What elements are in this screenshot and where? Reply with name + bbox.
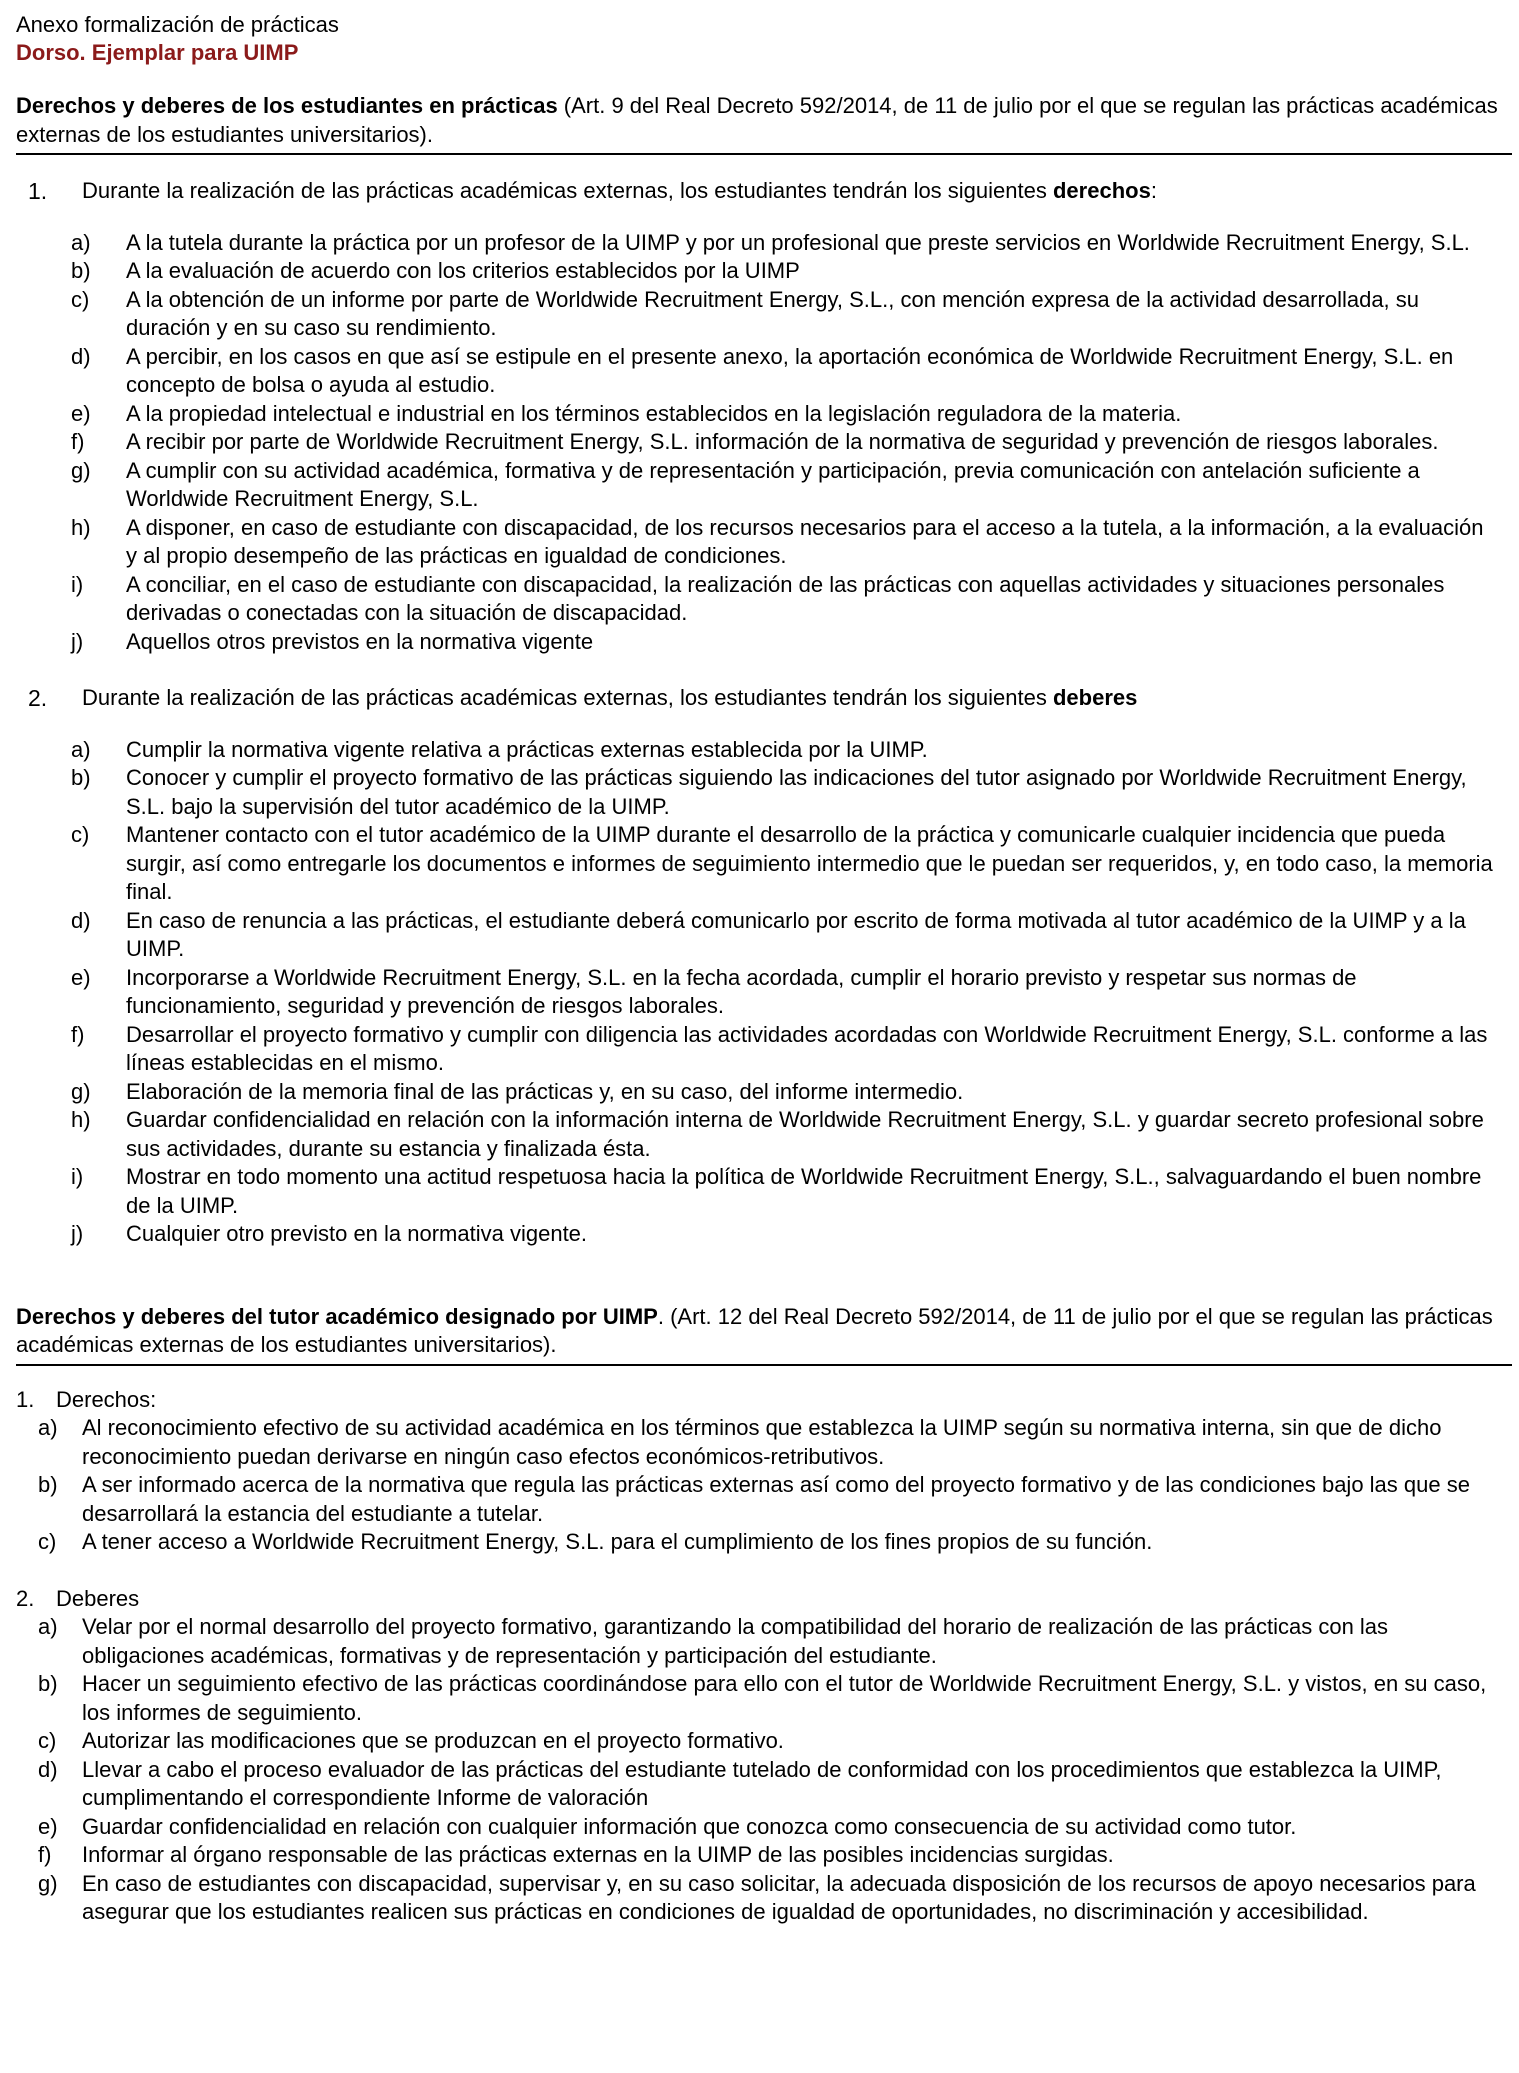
list-item-letter: f) — [38, 1842, 52, 1867]
list-item-letter: d) — [38, 1756, 58, 1782]
list-item-letter: d) — [71, 907, 91, 933]
list-item-letter: c) — [38, 1529, 57, 1554]
list-item — [16, 764, 1506, 821]
list-item-text: Guardar confidencialidad en relación con cualquier información que conozca como consecuencia de su actividad como tutor. — [82, 1813, 1297, 1839]
student-rights-intro-end: : — [1150, 178, 1157, 203]
list-item-text: A tener acceso a Worldwide Recruitment Energy, S.L. para el cumplimiento de los fines propios de su función. — [82, 1529, 1153, 1554]
list-item-text: A percibir, en los casos en que así se estipule en el presente anexo, la aportación económica de Worldwide Recruitment Energy, S.L. en concepto de bolsa o ayuda al estudio. — [126, 343, 1454, 397]
list-item-text: Elaboración de la memoria final de las prácticas y, en su caso, del informe intermedio. — [126, 1078, 964, 1104]
list-item-text: Mostrar en todo momento una actitud respetuosa hacia la política de Worldwide Recruitment Energy, S.L., salvaguardando el buen nombre de la UIMP. — [126, 1164, 1482, 1218]
list-item-letter: g) — [38, 1870, 58, 1896]
student-duties-list — [16, 736, 1506, 1249]
student-duties-intro — [16, 684, 1506, 713]
list-item — [16, 457, 1506, 514]
list-item — [16, 1670, 1506, 1727]
list-item — [16, 1106, 1506, 1163]
list-item-letter: f) — [71, 429, 85, 454]
student-duties-intro-text: Durante la realización de las prácticas académicas externas, los estudiantes tendrán los siguientes — [82, 685, 1053, 710]
list-item — [16, 1528, 1506, 1557]
list-item-text: A recibir por parte de Worldwide Recruitment Energy, S.L. información de la normativa de seguridad y prevención de riesgos laborales. — [126, 429, 1439, 454]
list-item — [16, 1613, 1506, 1670]
list-item-letter: b) — [71, 765, 91, 790]
tutor-duties-number: 2. — [16, 1585, 35, 1611]
list-item-letter: j) — [71, 1221, 84, 1246]
document-page — [16, 11, 1506, 1927]
section-divider — [16, 153, 1512, 155]
list-item-letter: b) — [38, 1671, 58, 1696]
list-item-text: A ser informado acerca de la normativa que regula las prácticas externas así como del proyecto formativo y de las condiciones bajo las que se desarrollará la estancia del estudiante a tutelar. — [82, 1472, 1470, 1526]
list-item-text: A conciliar, en el caso de estudiante con discapacidad, la realización de las prácticas con aquellas actividades y situaciones personales derivadas o conectadas con la situación de discapacidad. — [126, 571, 1445, 625]
list-item-text: A la propiedad intelectual e industrial en los términos establecidos en la legislación reguladora de la materia. — [126, 400, 1182, 426]
student-heading-bold: Derechos y deberes de los estudiantes en prácticas — [16, 93, 558, 118]
list-item-letter: b) — [38, 1472, 58, 1497]
list-item — [16, 821, 1506, 907]
list-item-letter: a) — [71, 229, 91, 255]
list-item-text: Cumplir la normativa vigente relativa a prácticas externas establecida por la UIMP. — [126, 736, 928, 762]
document-title: Anexo formalización de prácticas — [16, 12, 339, 37]
list-item — [16, 1163, 1506, 1220]
list-item-text: Informar al órgano responsable de las prácticas externas en la UIMP de las posibles incidencias surgidas. — [82, 1842, 1114, 1867]
list-item-letter: i) — [71, 1164, 84, 1189]
list-item — [16, 1870, 1506, 1927]
list-item-letter: e) — [71, 964, 91, 990]
tutor-rights-label-text: Derechos: — [56, 1386, 157, 1412]
tutor-duties-list — [16, 1613, 1506, 1927]
list-item-text: Llevar a cabo el proceso evaluador de las prácticas del estudiante tutelado de conformidad con los procedimientos que establezca la UIMP, cumplimentando el correspondiente Informe de valoración — [82, 1756, 1442, 1810]
list-item-letter: i) — [71, 571, 84, 597]
list-item-text: Al reconocimiento efectivo de su actividad académica en los términos que establezca la UIMP según su normativa interna, sin que de dicho reconocimiento puedan derivarse en ningún caso efectos económicos-retributivos. — [82, 1415, 1442, 1469]
list-item-letter: g) — [71, 457, 91, 483]
list-item-letter: e) — [71, 400, 91, 426]
list-item-letter: b) — [71, 258, 91, 283]
list-item-text: A disponer, en caso de estudiante con discapacidad, de los recursos necesarios para el acceso a la tutela, a la información, a la evaluación y al propio desempeño de las prácticas en igualdad de condiciones. — [126, 514, 1484, 568]
list-item-letter: c) — [38, 1728, 57, 1753]
list-item-text: En caso de estudiantes con discapacidad, supervisar y, en su caso solicitar, la adecuada disposición de los recursos de apoyo necesarios para asegurar que los estudiantes realicen sus prácticas en condiciones de igualdad de oportunidades, no discriminación y accesibilidad. — [82, 1870, 1476, 1924]
list-item — [16, 1471, 1506, 1528]
student-rights-intro-text: Durante la realización de las prácticas académicas externas, los estudiantes tendrán los siguientes — [82, 178, 1053, 203]
tutor-section-heading — [16, 1303, 1506, 1362]
tutor-rights-number: 1. — [16, 1386, 35, 1412]
list-item — [16, 1841, 1506, 1870]
list-item-text: Guardar confidencialidad en relación con la información interna de Worldwide Recruitment Energy, S.L. y guardar secreto profesional sobre sus actividades, durante su estancia y finalizada ésta. — [126, 1107, 1484, 1161]
tutor-heading-rest: . (Art. 12 del Real Decreto 592/2014, de 11 de julio por el que se regulan las prácticas académicas externas de los estudiantes universitarios). — [16, 1303, 1493, 1357]
list-item — [16, 229, 1506, 258]
list-item — [16, 628, 1506, 657]
list-item-text: A cumplir con su actividad académica, formativa y de representación y participación, previa comunicación con antelación suficiente a Worldwide Recruitment Energy, S.L. — [126, 457, 1420, 511]
list-item-text: Conocer y cumplir el proyecto formativo de las prácticas siguiendo las indicaciones del tutor asignado por Worldwide Recruitment Energy, S.L. bajo la supervisión del tutor académico de la UIMP. — [126, 765, 1467, 819]
list-item-text: Velar por el normal desarrollo del proyecto formativo, garantizando la compatibilidad del horario de realización de las prácticas con las obligaciones académicas, formativas y de representación y participación del estudiante. — [82, 1614, 1389, 1668]
tutor-rights-label — [16, 1386, 1506, 1415]
list-item — [16, 1813, 1506, 1842]
student-rights-list — [16, 229, 1506, 657]
list-item-text: Autorizar las modificaciones que se produzcan en el proyecto formativo. — [82, 1728, 784, 1753]
list-item — [16, 964, 1506, 1021]
student-heading-rest: (Art. 9 del Real Decreto 592/2014, de 11 de julio por el que se regulan las prácticas académicas externas de los estudiantes universitarios). — [16, 93, 1498, 147]
student-section-heading — [16, 92, 1506, 151]
list-item-letter: h) — [71, 514, 91, 540]
list-item — [16, 343, 1506, 400]
list-item-letter: e) — [38, 1813, 58, 1839]
list-item — [16, 257, 1506, 286]
tutor-heading-bold: Derechos y deberes del tutor académico designado por UIMP — [16, 1303, 658, 1329]
list-item-text: En caso de renuncia a las prácticas, el estudiante deberá comunicarlo por escrito de forma motivada al tutor académico de la UIMP y a la UIMP. — [126, 907, 1466, 961]
list-item-text: Mantener contacto con el tutor académico de la UIMP durante el desarrollo de la práctica y comunicarle cualquier incidencia que pueda surgir, así como entregarle los documentos e informes de seguimiento intermedio que le puedan ser requeridos, y, en todo caso, la memoria final. — [126, 822, 1493, 904]
list-item-letter: h) — [71, 1107, 91, 1132]
list-item-letter: a) — [71, 736, 91, 762]
list-item — [16, 1414, 1506, 1471]
tutor-rights-list — [16, 1414, 1506, 1557]
list-item-letter: f) — [71, 1021, 85, 1047]
list-item-text: A la obtención de un informe por parte de Worldwide Recruitment Energy, S.L., con mención expresa de la actividad desarrollada, su duración y en su caso su rendimiento. — [126, 286, 1420, 340]
student-rights-intro-bold: derechos — [1052, 178, 1151, 203]
list-item-letter: d) — [71, 343, 91, 369]
list-item-text: Incorporarse a Worldwide Recruitment Energy, S.L. en la fecha acordada, cumplir el horario previsto y respetar sus normas de funcionamiento, seguridad y prevención de riesgos laborales. — [126, 964, 1357, 1018]
list-item — [16, 1078, 1506, 1107]
list-item — [16, 1727, 1506, 1756]
student-duties-intro-bold: deberes — [1052, 685, 1138, 710]
list-item-text: A la tutela durante la práctica por un profesor de la UIMP y por un profesional que preste servicios en Worldwide Recruitment Energy, S.L. — [126, 229, 1470, 255]
list-item-text: Desarrollar el proyecto formativo y cumplir con diligencia las actividades acordadas con Worldwide Recruitment Energy, S.L. conforme a las líneas establecidas en el mismo. — [126, 1021, 1488, 1075]
list-item — [16, 514, 1506, 571]
document-subtitle: Dorso. Ejemplar para UIMP — [16, 40, 299, 65]
list-item-letter: a) — [38, 1415, 58, 1440]
section-divider — [16, 1364, 1512, 1366]
list-item-letter: j) — [71, 628, 84, 654]
list-item — [16, 1756, 1506, 1813]
tutor-duties-label-text: Deberes — [56, 1585, 140, 1611]
student-rights-intro — [16, 177, 1506, 206]
list-item — [16, 400, 1506, 429]
list-item-letter: c) — [71, 822, 90, 847]
list-item-text: Cualquier otro previsto en la normativa vigente. — [126, 1221, 588, 1246]
list-item-text: Hacer un seguimiento efectivo de las prácticas coordinándose para ello con el tutor de Worldwide Recruitment Energy, S.L. y vistos, en su caso, los informes de seguimiento. — [82, 1671, 1487, 1725]
list-item-letter: a) — [38, 1614, 58, 1639]
list-item-letter: c) — [71, 286, 90, 312]
student-rights-number: 1. — [28, 178, 48, 204]
list-item-text: Aquellos otros previstos en la normativa vigente — [126, 628, 594, 654]
list-item — [16, 286, 1506, 343]
tutor-duties-label — [16, 1585, 1506, 1614]
list-item — [16, 1220, 1506, 1249]
student-duties-number: 2. — [28, 685, 48, 711]
list-item — [16, 1021, 1506, 1078]
list-item — [16, 907, 1506, 964]
list-item — [16, 428, 1506, 457]
list-item-text: A la evaluación de acuerdo con los criterios establecidos por la UIMP — [126, 258, 800, 283]
list-item — [16, 571, 1506, 628]
list-item-letter: g) — [71, 1078, 91, 1104]
list-item — [16, 736, 1506, 765]
